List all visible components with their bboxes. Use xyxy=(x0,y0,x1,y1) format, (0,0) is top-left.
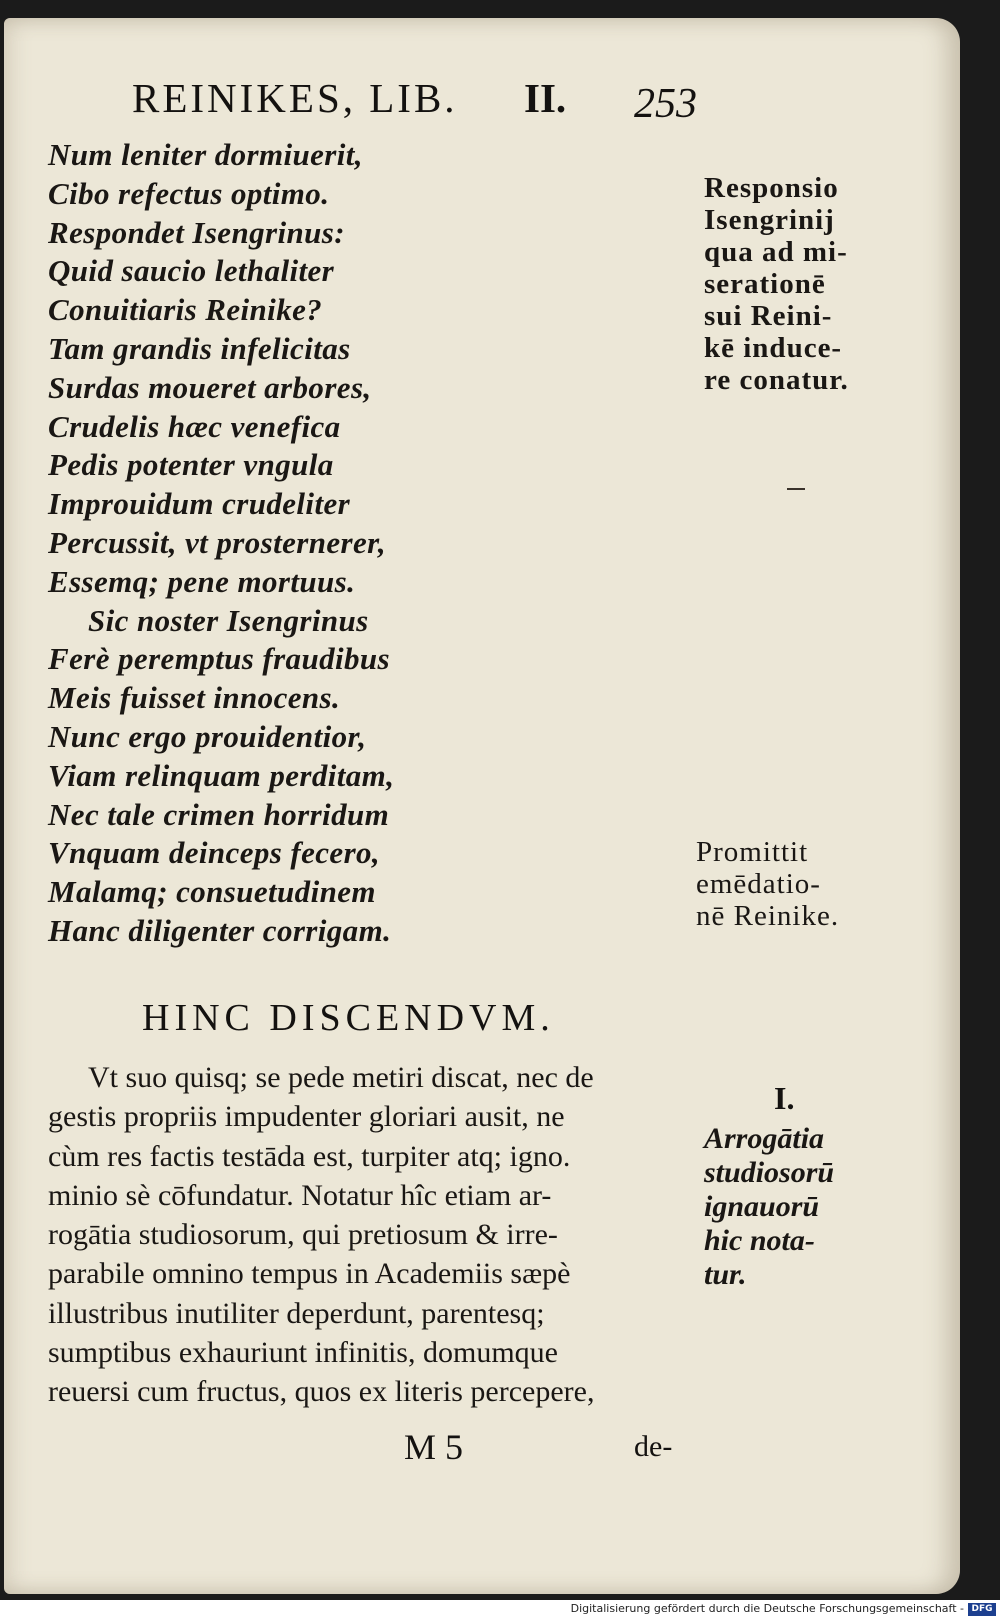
section-heading: HINC DISCENDVM. xyxy=(142,997,555,1039)
verse-line: Surdas moueret arbores, xyxy=(48,369,372,405)
verse-line: Tam grandis infelicitas xyxy=(48,330,351,366)
prose-line: parabile omnino tempus in Academiis sæpè xyxy=(48,1257,571,1291)
prose-line: minio sè cōfundatur. Notatur hîc etiam ar- xyxy=(48,1178,552,1212)
margin-note-line: Isengrinij xyxy=(704,204,835,236)
margin-note-line: kē induce- xyxy=(704,332,843,364)
margin-note-line: nē Reinike. xyxy=(696,900,840,932)
verse-line: Malamq; consuetudinem xyxy=(48,874,376,910)
verse-line: Num leniter dormiuerit, xyxy=(48,137,363,172)
verse-line: Viam relinquam perditam, xyxy=(48,757,395,793)
verse-line: Nec tale crimen horridum xyxy=(48,796,390,832)
book-section-number: II. xyxy=(524,75,567,121)
prose-line: Vt suo quisq; se pede metiri discat, nec de xyxy=(88,1061,594,1094)
verse-line: Meis fuisset innocens. xyxy=(48,680,341,716)
verse-line: Hanc diligenter corrigam. xyxy=(48,912,392,948)
margin-note-line: serationē xyxy=(704,268,826,300)
signature-mark: M 5 xyxy=(404,1427,464,1467)
margin-note-line: hic nota- xyxy=(704,1224,815,1257)
verse-line: Vnquam deinceps fecero, xyxy=(48,835,381,871)
margin-note-line: Responsio xyxy=(704,172,839,204)
margin-note-line: sui Reini- xyxy=(704,300,833,332)
verse-line: Conuitiaris Reinike? xyxy=(48,292,323,328)
margin-note xyxy=(696,836,839,932)
verse-line: Crudelis hæc venefica xyxy=(48,408,341,444)
verse-line: Pedis potenter vngula xyxy=(48,447,334,483)
margin-dash xyxy=(787,488,805,490)
verse-line: Cibo refectus optimo. xyxy=(48,175,330,211)
margin-note-line: tur. xyxy=(704,1258,747,1291)
prose-line: sumptibus exhauriunt infinitis, domumque xyxy=(48,1336,558,1370)
verse-line: Respondet Isengrinus: xyxy=(48,214,345,250)
verse-line: Sic noster Isengrinus xyxy=(88,602,369,638)
margin-note-number: I. xyxy=(774,1080,795,1116)
verse-line: Essemq; pene mortuus. xyxy=(48,563,356,599)
book-page xyxy=(4,18,960,1594)
funding-credit: Digitalisierung gefördert durch die Deutsche Forschungsgemeinschaft - xyxy=(570,1602,964,1615)
margin-note xyxy=(704,1122,834,1292)
verse-line: Improuidum crudeliter xyxy=(48,486,351,522)
prose-line: cùm res factis testāda est, turpiter atq; igno. xyxy=(48,1139,571,1173)
verse-line: Ferè peremptus fraudibus xyxy=(48,641,391,677)
catchword: de- xyxy=(634,1430,673,1463)
prose-paragraph xyxy=(48,1058,594,1412)
running-head: REINIKES, LIB. xyxy=(132,75,458,121)
verse-line: Percussit, vt prosternerer, xyxy=(48,524,387,560)
margin-note-line: studiosorū xyxy=(704,1156,835,1189)
margin-note-line: re conatur. xyxy=(704,364,849,396)
margin-note xyxy=(704,172,849,396)
prose-line: gestis propriis impudenter gloriari ausit, ne xyxy=(48,1100,565,1134)
verse-block xyxy=(48,136,394,951)
digitization-footer xyxy=(0,1600,1000,1620)
prose-line: reuersi cum fructus, quos ex literis percepere, xyxy=(48,1375,595,1409)
margin-note-line: ignauorū xyxy=(704,1190,820,1223)
margin-note-line: qua ad mi- xyxy=(704,236,848,268)
prose-line: rogātia studiosorum, qui pretiosum & irre- xyxy=(48,1218,558,1252)
margin-note-line: Promittit xyxy=(696,836,809,868)
dfg-logo-icon: DFG xyxy=(968,1603,996,1616)
prose-line: illustribus inutiliter deperdunt, parentesq; xyxy=(48,1296,545,1330)
margin-note-line: emēdatio- xyxy=(696,868,821,900)
verse-line: Nunc ergo prouidentior, xyxy=(48,718,367,754)
catchline xyxy=(4,1426,704,1466)
verse-line: Quid saucio lethaliter xyxy=(48,253,335,289)
page-number: 253 xyxy=(634,81,697,127)
margin-note-line: Arrogātia xyxy=(704,1122,825,1155)
